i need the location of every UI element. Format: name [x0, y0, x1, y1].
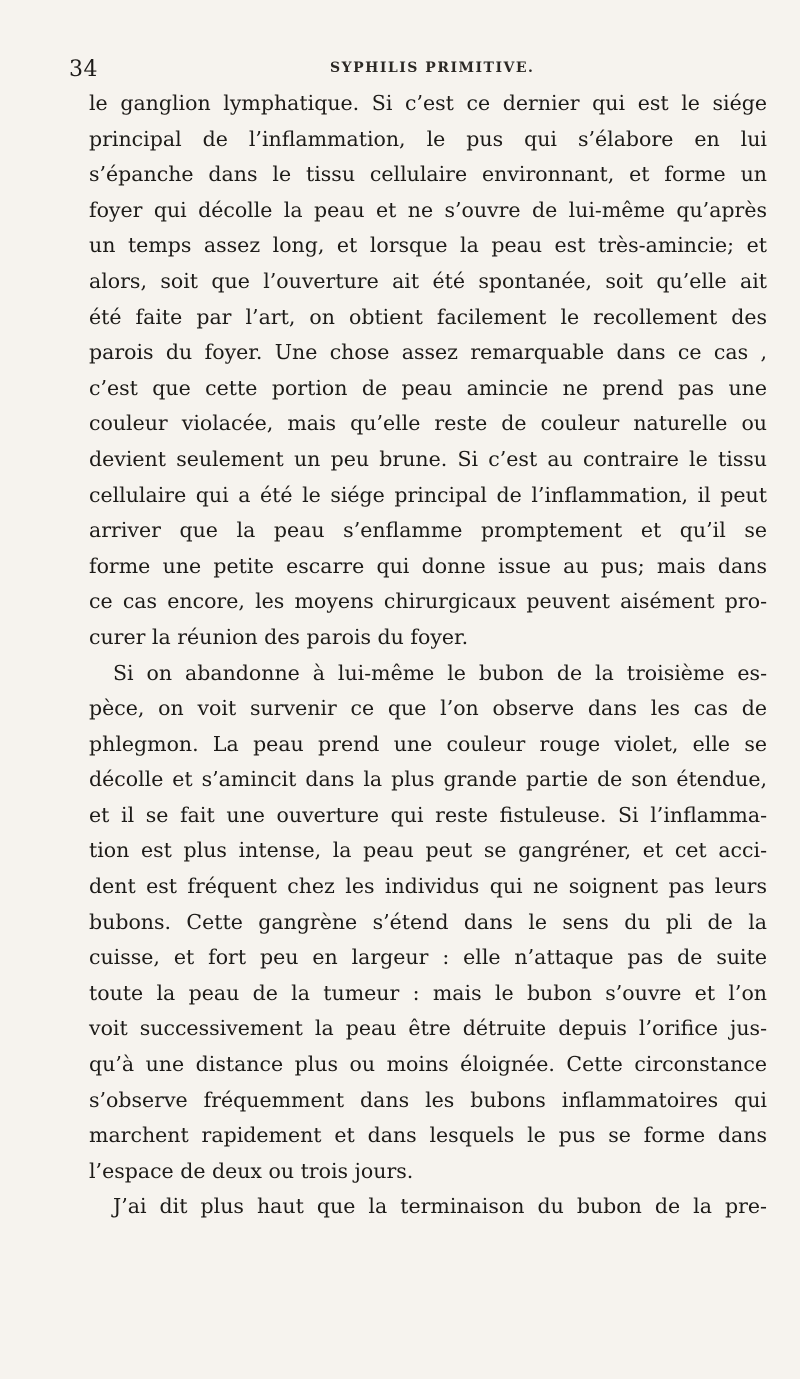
- text-line: le ganglion lymphatique. Si c’est ce dernier qui est le siége: [89, 91, 767, 115]
- text-line: parois du foyer. Une chose assez remarquable dans ce cas ,: [89, 340, 767, 365]
- text-line: J’ai dit plus haut que la terminaison du bubon de la pre-: [113, 1194, 767, 1219]
- text-line: Si on abandonne à lui-même le bubon de la troisième es-: [113, 660, 767, 685]
- text-line: cuisse, et fort peu en largeur : elle n’attaque pas de suite: [89, 945, 767, 970]
- text-line: qu’à une distance plus ou moins éloignée. Cette circonstance: [89, 1052, 767, 1077]
- body-text: [89, 86, 767, 1225]
- text-line: marchent rapidement et dans lesquels le pus se forme dans: [89, 1123, 767, 1148]
- text-line: décolle et s’amincit dans la plus grande partie de son étendue,: [89, 767, 767, 792]
- text-line: couleur violacée, mais qu’elle reste de couleur naturelle ou: [89, 411, 767, 436]
- text-line: voit successivement la peau être détruite depuis l’orifice jus-: [89, 1016, 767, 1041]
- text-line: dent est fréquent chez les individus qui ne soignent pas leurs: [89, 874, 767, 899]
- text-line: et il se fait une ouverture qui reste fistuleuse. Si l’inflamma-: [89, 802, 767, 827]
- text-line: ce cas encore, les moyens chirurgicaux peuvent aisément pro-: [89, 589, 767, 614]
- text-line: cellulaire qui a été le siége principal de l’inflammation, il peut: [89, 482, 767, 507]
- text-line: alors, soit que l’ouverture ait été spontanée, soit qu’elle ait: [89, 268, 767, 293]
- text-line: c’est que cette portion de peau amincie ne prend pas une: [89, 375, 767, 400]
- text-line: un temps assez long, et lorsque la peau est très-amincie; et: [89, 233, 767, 258]
- text-line: curer la réunion des parois du foyer.: [89, 624, 469, 649]
- text-line: tion est plus intense, la peau peut se gangréner, et cet acci-: [89, 838, 767, 863]
- text-line: forme une petite escarre qui donne issue au pus; mais dans: [89, 553, 767, 578]
- running-head: SYPHILIS PRIMITIVE.: [330, 60, 535, 76]
- text-line: l’espace de deux ou trois jours.: [89, 1158, 414, 1183]
- text-line: arriver que la peau s’enflamme promptement et qu’il se: [89, 518, 767, 543]
- text-line: phlegmon. La peau prend une couleur rouge violet, elle se: [89, 731, 767, 756]
- text-line: toute la peau de la tumeur : mais le bubon s’ouvre et l’on: [89, 980, 767, 1005]
- text-line: s’observe fréquemment dans les bubons inflammatoires qui: [89, 1087, 767, 1112]
- text-line: été faite par l’art, on obtient facilement le recollement des: [89, 304, 767, 329]
- text-line: bubons. Cette gangrène s’étend dans le sens du pli de la: [89, 909, 767, 934]
- text-line: foyer qui décolle la peau et ne s’ouvre de lui-même qu’après: [89, 197, 767, 222]
- text-line: principal de l’inflammation, le pus qui s’élabore en lui: [89, 126, 767, 151]
- page-number: 34: [69, 57, 98, 82]
- text-line: pèce, on voit survenir ce que l’on observe dans les cas de: [89, 696, 767, 721]
- text-line: s’épanche dans le tissu cellulaire environnant, et forme un: [89, 162, 767, 187]
- text-line: devient seulement un peu brune. Si c’est au contraire le tissu: [89, 446, 767, 471]
